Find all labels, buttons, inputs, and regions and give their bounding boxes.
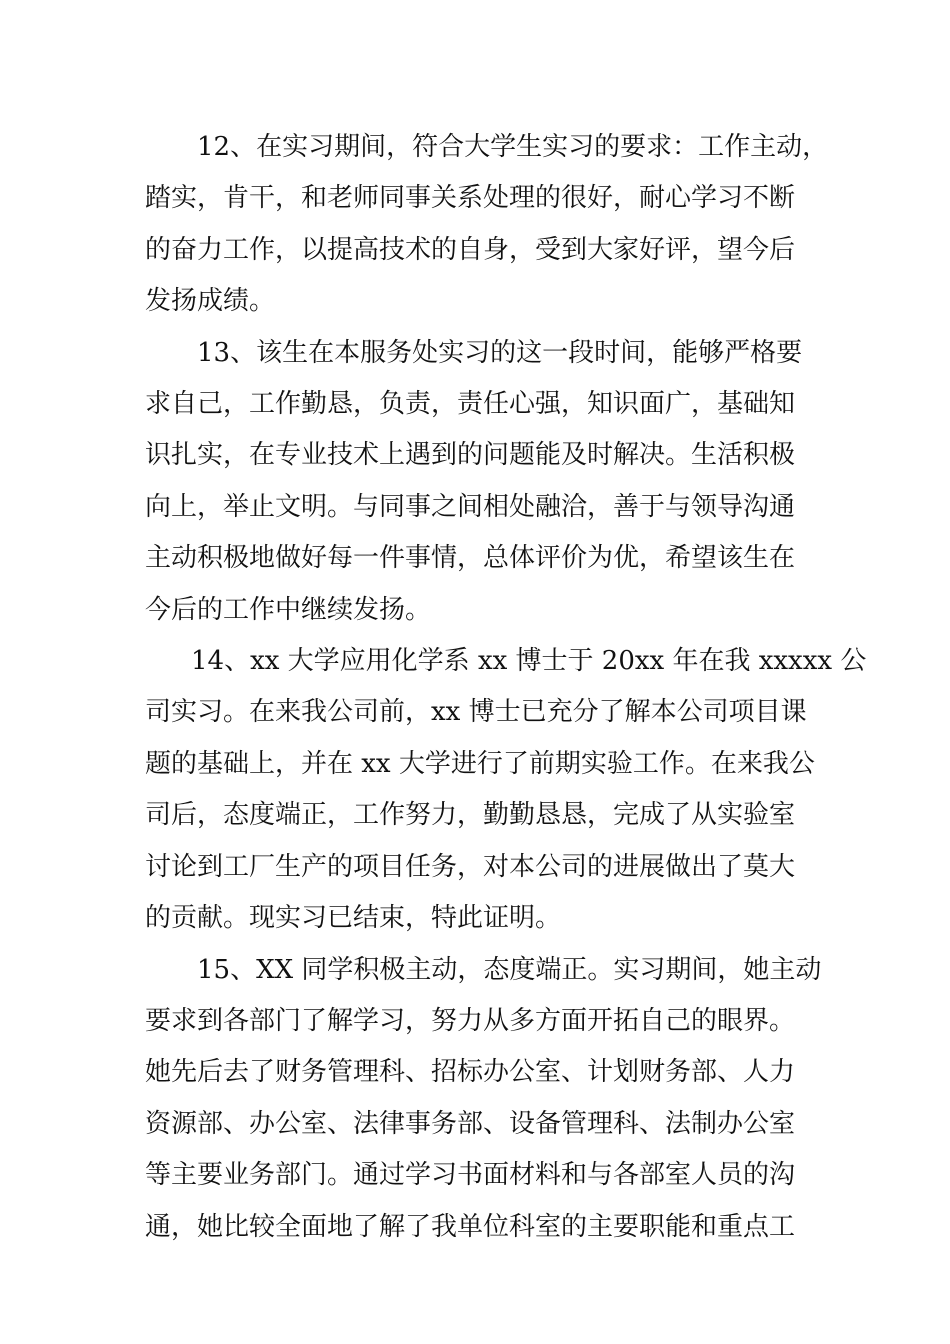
text-line: 资源部、办公室、法律事务部、设备管理科、法制办公室 [145, 1108, 796, 1139]
text-line: 通，她比较全面地了解了我单位科室的主要职能和重点工 [145, 1211, 796, 1242]
text-line: 14、xx 大学应用化学系 xx 博士于 20xx 年在我 xxxxx 公 [191, 646, 867, 677]
text-line: 等主要业务部门。通过学习书面材料和与各部室人员的沟 [145, 1160, 796, 1191]
text-line: 的贡献。现实习已结束，特此证明。 [145, 903, 562, 934]
text-line: 13、该生在本服务处实习的这一段时间，能够严格要 [197, 337, 803, 368]
text-line: 司实习。在来我公司前，xx 博士已充分了解本公司项目课 [145, 697, 807, 728]
paragraph-14 [145, 636, 867, 944]
text-line: 司后，态度端正，工作努力，勤勤恳恳，完成了从实验室 [145, 800, 796, 831]
text-line: 踏实，肯干，和老师同事关系处理的很好，耐心学习不断 [145, 183, 796, 214]
text-line: 今后的工作中继续发扬。 [145, 594, 432, 625]
text-line: 15、XX 同学积极主动，态度端正。实习期间，她主动 [197, 954, 822, 985]
text-line: 要求到各部门了解学习，努力从多方面开拓自己的眼界。 [145, 1005, 796, 1036]
paragraph-13 [145, 328, 810, 636]
text-line: 向上，举止文明。与同事之间相处融洽，善于与领导沟通 [145, 491, 796, 522]
text-line: 识扎实，在专业技术上遇到的问题能及时解决。生活积极 [145, 440, 796, 471]
paragraph-12 [145, 122, 829, 328]
text-line: 主动积极地做好每一件事情，总体评价为优，希望该生在 [145, 543, 796, 574]
paragraph-15 [145, 945, 822, 1253]
document-body [145, 122, 867, 1253]
text-line: 的奋力工作，以提高技术的自身，受到大家好评，望今后 [145, 234, 796, 265]
text-line: 发扬成绩。 [145, 286, 276, 317]
text-line: 12、在实习期间，符合大学生实习的要求：工作主动， [197, 132, 829, 162]
text-line: 她先后去了财务管理科、招标办公室、计划财务部、人力 [145, 1057, 796, 1088]
text-line: 题的基础上，并在 xx 大学进行了前期实验工作。在来我公 [145, 748, 815, 779]
text-line: 求自己，工作勤恳，负责，责任心强，知识面广，基础知 [145, 389, 796, 420]
text-line: 讨论到工厂生产的项目任务，对本公司的进展做出了莫大 [145, 851, 796, 882]
